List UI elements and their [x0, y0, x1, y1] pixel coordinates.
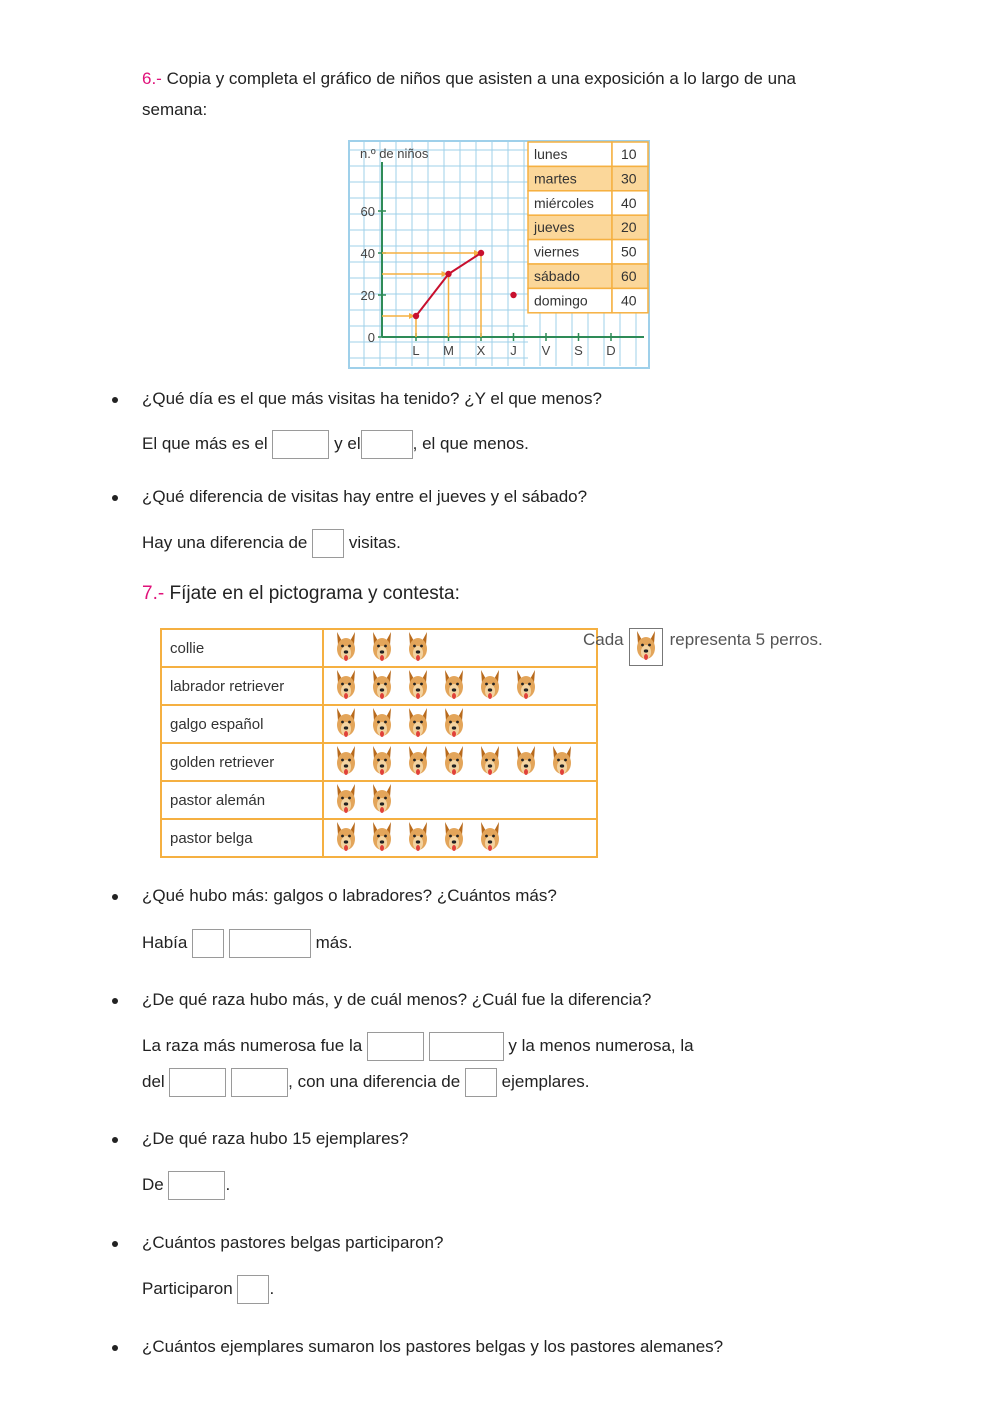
- pictogram-row: [161, 743, 597, 781]
- x-tick-label: D: [606, 343, 616, 358]
- breed-label: collie: [161, 629, 323, 667]
- answer-box-breed-difference[interactable]: [465, 1068, 497, 1097]
- answer-box-difference[interactable]: [312, 529, 344, 558]
- q7a-answer-text-2: más.: [315, 932, 353, 952]
- q7d-answer: [142, 1275, 274, 1304]
- dog-icon: [406, 669, 430, 703]
- dog-icon: [406, 631, 430, 665]
- q7d-question: ¿Cuántos pastores belgas participaron?: [142, 1233, 444, 1252]
- table-value: 40: [621, 292, 637, 309]
- q7-title: [142, 583, 460, 605]
- bullet: [112, 1241, 118, 1247]
- dog-icon: [334, 669, 358, 703]
- table-value: 20: [621, 219, 637, 236]
- q6b-answer: [142, 529, 401, 558]
- data-point: [413, 313, 419, 319]
- q6-text: Copia y completa el gráfico de niños que asisten a una exposición a lo largo de una: [161, 69, 796, 88]
- dog-icon: [370, 745, 394, 779]
- visits-chart: [348, 140, 650, 369]
- table-day: viernes: [534, 243, 580, 260]
- dog-icon: [514, 669, 538, 703]
- dog-icon: [406, 821, 430, 855]
- dog-icon: [370, 783, 394, 817]
- dog-icon: [370, 821, 394, 855]
- dog-icon: [478, 821, 502, 855]
- q7c-question: ¿De qué raza hubo 15 ejemplares?: [142, 1129, 409, 1148]
- q7-number: 7.-: [142, 583, 165, 604]
- breed-dogs: [323, 743, 597, 781]
- table-day: martes: [534, 170, 577, 187]
- dog-icon: [406, 745, 430, 779]
- q6b-answer-text-1: Hay una diferencia de: [142, 532, 308, 552]
- q7a-question: ¿Qué hubo más: galgos o labradores? ¿Cuántos más?: [142, 886, 557, 905]
- y-tick-label: 0: [367, 330, 375, 345]
- dog-icon: [550, 745, 574, 779]
- dog-icon: [334, 707, 358, 741]
- q7d-answer-text-1: Participaron: [142, 1278, 233, 1298]
- bullet: [112, 397, 118, 403]
- dog-icon: [442, 745, 466, 779]
- q7b-answer-line1: [142, 1032, 694, 1061]
- answer-box-count-more[interactable]: [192, 929, 224, 958]
- q7b-answer-text-1: La raza más numerosa fue la: [142, 1035, 363, 1055]
- pictogram-row: [161, 819, 597, 857]
- q6-text-line2: semana:: [142, 100, 208, 119]
- data-point: [478, 250, 484, 256]
- q7b-answer-text-2: y la menos numerosa, la: [508, 1035, 694, 1055]
- q6a-answer: [142, 430, 529, 459]
- q7a-answer-text-1: Había: [142, 932, 188, 952]
- dog-icon: [406, 707, 430, 741]
- dog-icon: [334, 745, 358, 779]
- bullet: [112, 998, 118, 1004]
- pictogram-row: [161, 629, 597, 667]
- breed-dogs: [323, 705, 597, 743]
- answer-box-most-day[interactable]: [272, 430, 329, 459]
- answer-box-least-breed-2[interactable]: [231, 1068, 288, 1097]
- legend-dog-icon: [629, 628, 663, 666]
- dog-icon: [478, 669, 502, 703]
- data-point: [445, 271, 451, 277]
- dog-icon: [334, 783, 358, 817]
- pictogram-table: [160, 628, 598, 858]
- bullet: [112, 1345, 118, 1351]
- x-tick-label: S: [574, 343, 583, 358]
- q6a-question: ¿Qué día es el que más visitas ha tenido? ¿Y el que menos?: [142, 389, 602, 408]
- q7c-answer-text-1: De: [142, 1174, 164, 1194]
- answer-box-least-day[interactable]: [361, 430, 413, 459]
- table-day: miércoles: [534, 194, 594, 211]
- dog-icon: [334, 631, 358, 665]
- breed-label: pastor belga: [161, 819, 323, 857]
- dog-icon: [442, 707, 466, 741]
- q7b-answer-text-4: , con una diferencia de: [288, 1071, 461, 1091]
- table-day: sábado: [534, 268, 580, 284]
- dog-icon: [334, 821, 358, 855]
- q7a-answer: [142, 929, 352, 958]
- q7d-answer-text-2: .: [269, 1278, 275, 1298]
- bullet: [112, 1137, 118, 1143]
- x-tick-label: J: [510, 343, 517, 358]
- answer-box-belgian-count[interactable]: [237, 1275, 269, 1304]
- table-day: domingo: [534, 292, 588, 309]
- table-day: jueves: [534, 219, 575, 236]
- x-tick-label: X: [476, 343, 486, 358]
- q7b-question: ¿De qué raza hubo más, y de cuál menos? ¿Cuál fue la diferencia?: [142, 990, 652, 1009]
- breed-dogs: [323, 819, 597, 857]
- data-point: [510, 292, 516, 298]
- q6a-answer-text-2: y el: [334, 433, 361, 453]
- breed-label: pastor alemán: [161, 781, 323, 819]
- dog-icon: [514, 745, 538, 779]
- y-tick-label: 60: [360, 204, 375, 219]
- q6b-answer-text-2: visitas.: [348, 532, 401, 552]
- x-tick-label: L: [412, 343, 420, 358]
- q7c-answer-text-2: .: [225, 1174, 231, 1194]
- q7b-answer-text-3: del: [142, 1071, 165, 1091]
- q6a-answer-text-1: El que más es el: [142, 433, 268, 453]
- x-tick-label: V: [541, 343, 551, 358]
- table-value: 60: [621, 268, 637, 284]
- q6b-question: ¿Qué diferencia de visitas hay entre el jueves y el sábado?: [142, 487, 588, 506]
- dog-icon: [370, 631, 394, 665]
- breed-dogs: [323, 629, 597, 667]
- q6a-answer-text-3: , el que menos.: [412, 433, 529, 453]
- breed-label: galgo español: [161, 705, 323, 743]
- pictogram-row: [161, 667, 597, 705]
- pictogram-row: [161, 705, 597, 743]
- table-value: 50: [621, 243, 637, 260]
- legend-text-a: Cada: [583, 630, 624, 649]
- breed-label: labrador retriever: [161, 667, 323, 705]
- y-tick-label: 40: [360, 246, 375, 261]
- pictogram-row: [161, 781, 597, 819]
- answer-box-least-breed-1[interactable]: [169, 1068, 226, 1097]
- answer-box-most-breed-2[interactable]: [429, 1032, 504, 1061]
- breed-label: golden retriever: [161, 743, 323, 781]
- dog-icon: [370, 707, 394, 741]
- q6-number: 6.-: [142, 69, 162, 88]
- pictogram-legend: [583, 630, 823, 650]
- answer-box-most-breed-1[interactable]: [367, 1032, 424, 1061]
- q7b-answer-line2: [142, 1068, 590, 1097]
- table-value: 30: [621, 170, 637, 187]
- x-tick-label: M: [443, 343, 454, 358]
- y-axis-label: n.º de niños: [360, 146, 429, 161]
- dog-icon: [370, 669, 394, 703]
- q7e-question: ¿Cuántos ejemplares sumaron los pastores belgas y los pastores alemanes?: [142, 1337, 724, 1356]
- dog-icon: [478, 745, 502, 779]
- breed-dogs: [323, 781, 597, 819]
- table-value: 40: [621, 194, 637, 211]
- breed-dogs: [323, 667, 597, 705]
- table-value: 10: [621, 146, 637, 162]
- q7c-answer: [142, 1171, 230, 1200]
- legend-text-b: representa 5 perros.: [669, 630, 823, 649]
- answer-box-breed-15[interactable]: [168, 1171, 225, 1200]
- q7b-answer-text-5: ejemplares.: [501, 1071, 590, 1091]
- bullet: [112, 894, 118, 900]
- bullet: [112, 495, 118, 501]
- table-day: lunes: [534, 146, 568, 162]
- y-tick-label: 20: [360, 288, 375, 303]
- q7-text: Fíjate en el pictograma y contesta:: [164, 583, 460, 604]
- dog-icon: [442, 669, 466, 703]
- answer-box-breed-more[interactable]: [229, 929, 311, 958]
- dog-icon: [442, 821, 466, 855]
- q6-text-line1: [142, 69, 796, 89]
